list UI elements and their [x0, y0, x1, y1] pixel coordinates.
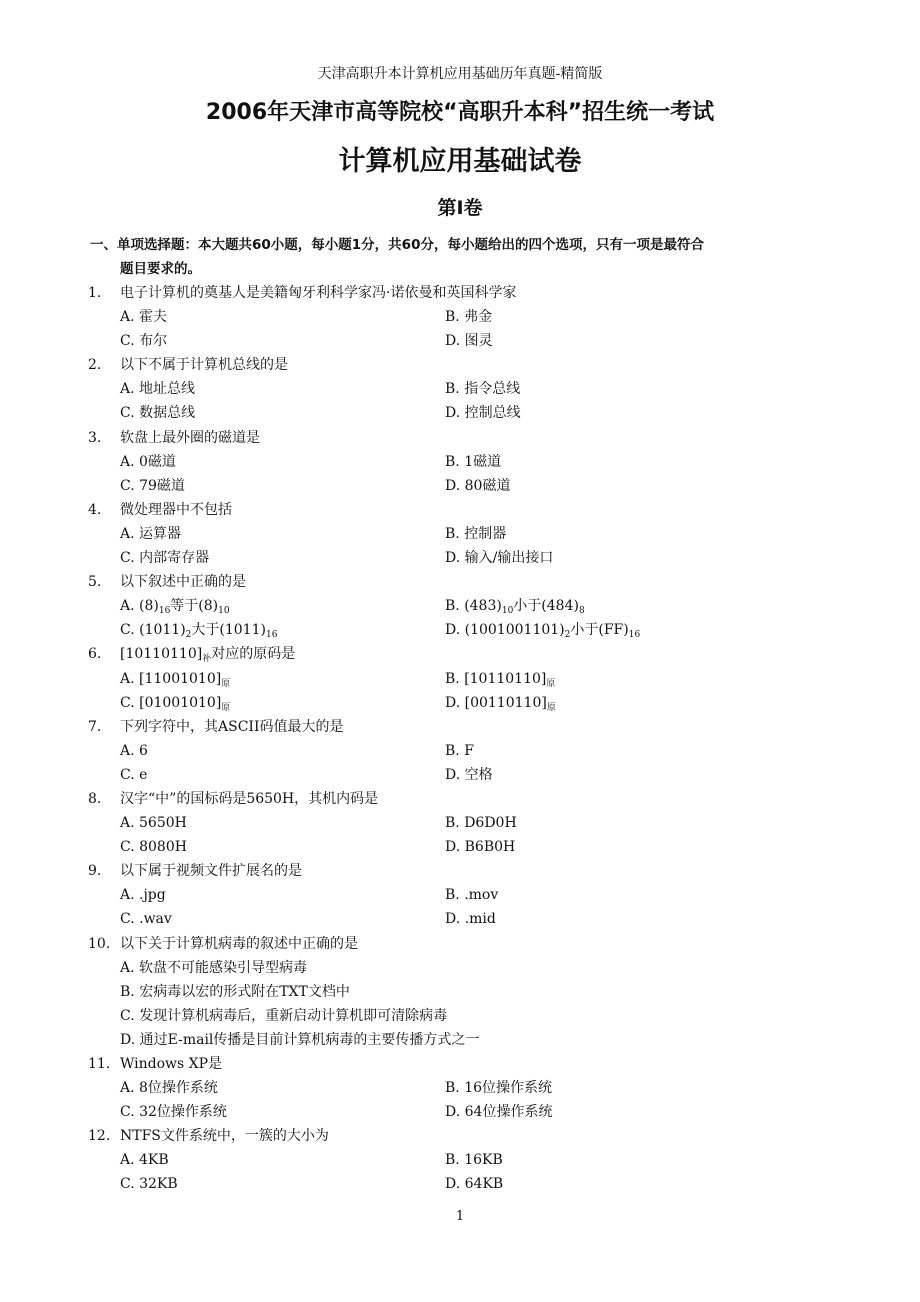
option-row	[0, 739, 920, 763]
option-b	[445, 667, 555, 691]
subscript: 2	[185, 630, 192, 641]
option-a	[120, 667, 230, 691]
subscript: 8	[578, 606, 585, 617]
option-a: A. 软盘不可能感染引导型病毒	[120, 959, 308, 976]
option-row	[0, 1028, 920, 1052]
option-d: D. 空格	[445, 766, 493, 783]
section-instructions-line2: 题目要求的。	[120, 261, 201, 277]
question-number: 3.	[88, 429, 102, 446]
text-run: B. (483)	[445, 598, 502, 615]
question-text: 以下属于视频文件扩展名的是	[120, 863, 302, 880]
question-text: 以下关于计算机病毒的叙述中正确的是	[120, 935, 358, 952]
subscript: 原	[546, 678, 556, 689]
subscript: 10	[218, 606, 230, 617]
subscript: 10	[501, 606, 514, 617]
paper-title: 计算机应用基础试卷	[338, 146, 582, 177]
text-run: A. [11001010]	[120, 670, 222, 687]
question-text: 电子计算机的奠基人是美籍匈牙利科学家冯·诺依曼和英国科学家	[120, 285, 517, 301]
option-row	[0, 377, 920, 401]
option-row	[0, 835, 920, 859]
text-run: C. (1011)	[120, 622, 186, 639]
option-row	[0, 1148, 920, 1172]
option-c: C. 内部寄存器	[120, 550, 210, 567]
option-b	[445, 594, 585, 618]
option-a: A. 6	[120, 742, 148, 759]
question-row	[0, 498, 920, 522]
question-row	[0, 426, 920, 450]
option-c: C. 8080H	[120, 839, 187, 856]
option-c: C. 79磁道	[120, 477, 185, 494]
section-instructions-line1: 一、单项选择题：本大题共60小题，每小题1分，共60分，每小题给出的四个选项，只有一项是最符合	[90, 237, 704, 253]
option-c: C. e	[120, 766, 148, 783]
option-b: B. F	[445, 742, 474, 759]
question-number: 9.	[88, 863, 102, 880]
option-d: D. 64位操作系统	[445, 1104, 553, 1121]
option-b: B. 指令总线	[445, 381, 521, 398]
subscript: 16	[158, 606, 171, 617]
option-a: A. 4KB	[120, 1152, 169, 1169]
option-a: A. 运算器	[120, 525, 182, 542]
exam-title: 2006年天津市高等院校“高职升本科”招生统一考试	[205, 100, 715, 125]
question-text: 以下不属于计算机总线的是	[120, 357, 288, 374]
option-row	[0, 522, 920, 546]
option-b: B. 16KB	[445, 1152, 503, 1169]
text-run: D. [00110110]	[445, 694, 547, 711]
question-text: 以下叙述中正确的是	[120, 574, 246, 591]
subscript: 原	[546, 702, 556, 713]
option-row	[0, 329, 920, 353]
option-c: C. 32KB	[120, 1176, 178, 1193]
section-instructions	[90, 233, 840, 281]
question-list	[0, 281, 920, 1197]
option-a: A. 霍夫	[120, 309, 168, 326]
option-row	[0, 618, 920, 642]
option-row	[0, 1076, 920, 1100]
question-number: 2.	[88, 357, 102, 374]
option-row	[0, 305, 920, 329]
option-c	[120, 691, 230, 715]
question-row	[0, 353, 920, 377]
option-row	[0, 1172, 920, 1196]
subscript: 原	[221, 702, 231, 713]
question-row	[0, 570, 920, 594]
subscript: 16	[265, 630, 278, 641]
option-d	[445, 618, 640, 642]
option-d: D. 输入/输出接口	[445, 550, 554, 567]
question-row	[0, 859, 920, 883]
question-number: 4.	[88, 501, 102, 518]
option-c	[120, 618, 277, 642]
option-c: C. 布尔	[120, 333, 168, 350]
question-number: 12.	[88, 1128, 111, 1145]
question-number: 10.	[88, 935, 111, 952]
question-row	[0, 281, 920, 305]
option-b: B. .mov	[445, 887, 499, 904]
option-d: D. 80磁道	[445, 477, 511, 494]
subscript: 16	[628, 630, 641, 641]
option-d	[445, 691, 556, 715]
text-run: A. (8)	[120, 598, 159, 615]
question-text: NTFS文件系统中，一簇的大小为	[120, 1128, 329, 1145]
option-row	[0, 956, 920, 980]
question-number: 1.	[88, 285, 102, 301]
option-a: A. 5650H	[120, 815, 187, 832]
option-d: D. .mid	[445, 911, 496, 928]
question-text	[120, 642, 295, 666]
option-a: A. 地址总线	[120, 381, 196, 398]
subscript: 补	[202, 654, 212, 665]
question-text: 微处理器中不包括	[120, 501, 232, 518]
option-c: C. 数据总线	[120, 405, 196, 422]
text-run: C. [01001010]	[120, 694, 222, 711]
option-row	[0, 763, 920, 787]
option-d: D. 图灵	[445, 333, 493, 350]
question-text: 软盘上最外圈的磁道是	[120, 429, 260, 446]
text-run: D. (1001001101)	[445, 622, 565, 639]
option-row	[0, 401, 920, 425]
question-row	[0, 1052, 920, 1076]
question-row	[0, 1124, 920, 1148]
text-run: [10110110]	[120, 646, 203, 663]
option-d: D. 控制总线	[445, 405, 521, 422]
option-row	[0, 691, 920, 715]
option-c: C. 发现计算机病毒后，重新启动计算机即可清除病毒	[120, 1007, 448, 1024]
option-row	[0, 1100, 920, 1124]
option-b: B. 1磁道	[445, 453, 502, 470]
question-text: 下列字符中，其ASCII码值最大的是	[120, 718, 344, 735]
option-b: B. 控制器	[445, 525, 507, 542]
text-run: 小于(FF)	[570, 622, 629, 639]
text-run: 对应的原码是	[211, 646, 296, 663]
question-number: 6.	[88, 646, 102, 663]
running-header: 天津高职升本计算机应用基础历年真题-精简版	[317, 66, 603, 82]
text-run: B. [10110110]	[445, 670, 547, 687]
question-number: 11.	[88, 1056, 111, 1072]
option-row	[0, 594, 920, 618]
text-run: 大于(1011)	[191, 622, 266, 639]
option-row	[0, 667, 920, 691]
option-b: B. 宏病毒以宏的形式附在TXT文档中	[120, 983, 350, 1000]
subscript: 原	[221, 678, 231, 689]
option-d: D. 64KB	[445, 1176, 504, 1193]
question-text: Windows XP是	[120, 1056, 223, 1072]
question-number: 5.	[88, 574, 102, 591]
option-a: A. 0磁道	[120, 453, 176, 470]
question-row	[0, 932, 920, 956]
option-row	[0, 811, 920, 835]
question-row	[0, 642, 920, 666]
option-a: A. 8位操作系统	[120, 1080, 218, 1097]
option-row	[0, 450, 920, 474]
option-row	[0, 1004, 920, 1028]
subscript: 2	[564, 630, 571, 641]
question-number: 8.	[88, 790, 102, 807]
option-c: C. 32位操作系统	[120, 1104, 227, 1121]
question-row	[0, 787, 920, 811]
option-row	[0, 546, 920, 570]
volume-title: 第I卷	[437, 197, 483, 219]
page-number: 1	[455, 1209, 465, 1224]
text-run: 小于(484)	[513, 598, 579, 615]
option-c: C. .wav	[120, 911, 172, 928]
option-b: B. D6D0H	[445, 815, 517, 832]
option-d: D. B6B0H	[445, 839, 516, 856]
option-b: B. 弗金	[445, 309, 493, 326]
option-b: B. 16位操作系统	[445, 1080, 553, 1097]
question-number: 7.	[88, 718, 102, 735]
option-a: A. .jpg	[120, 887, 166, 904]
option-row	[0, 883, 920, 907]
option-row	[0, 907, 920, 931]
question-row	[0, 715, 920, 739]
option-row	[0, 474, 920, 498]
option-d: D. 通过E-mail传播是目前计算机病毒的主要传播方式之一	[120, 1031, 480, 1048]
question-text: 汉字“中”的国标码是5650H，其机内码是	[120, 790, 379, 807]
text-run: 等于(8)	[170, 598, 219, 615]
option-a	[120, 594, 230, 618]
option-row	[0, 980, 920, 1004]
